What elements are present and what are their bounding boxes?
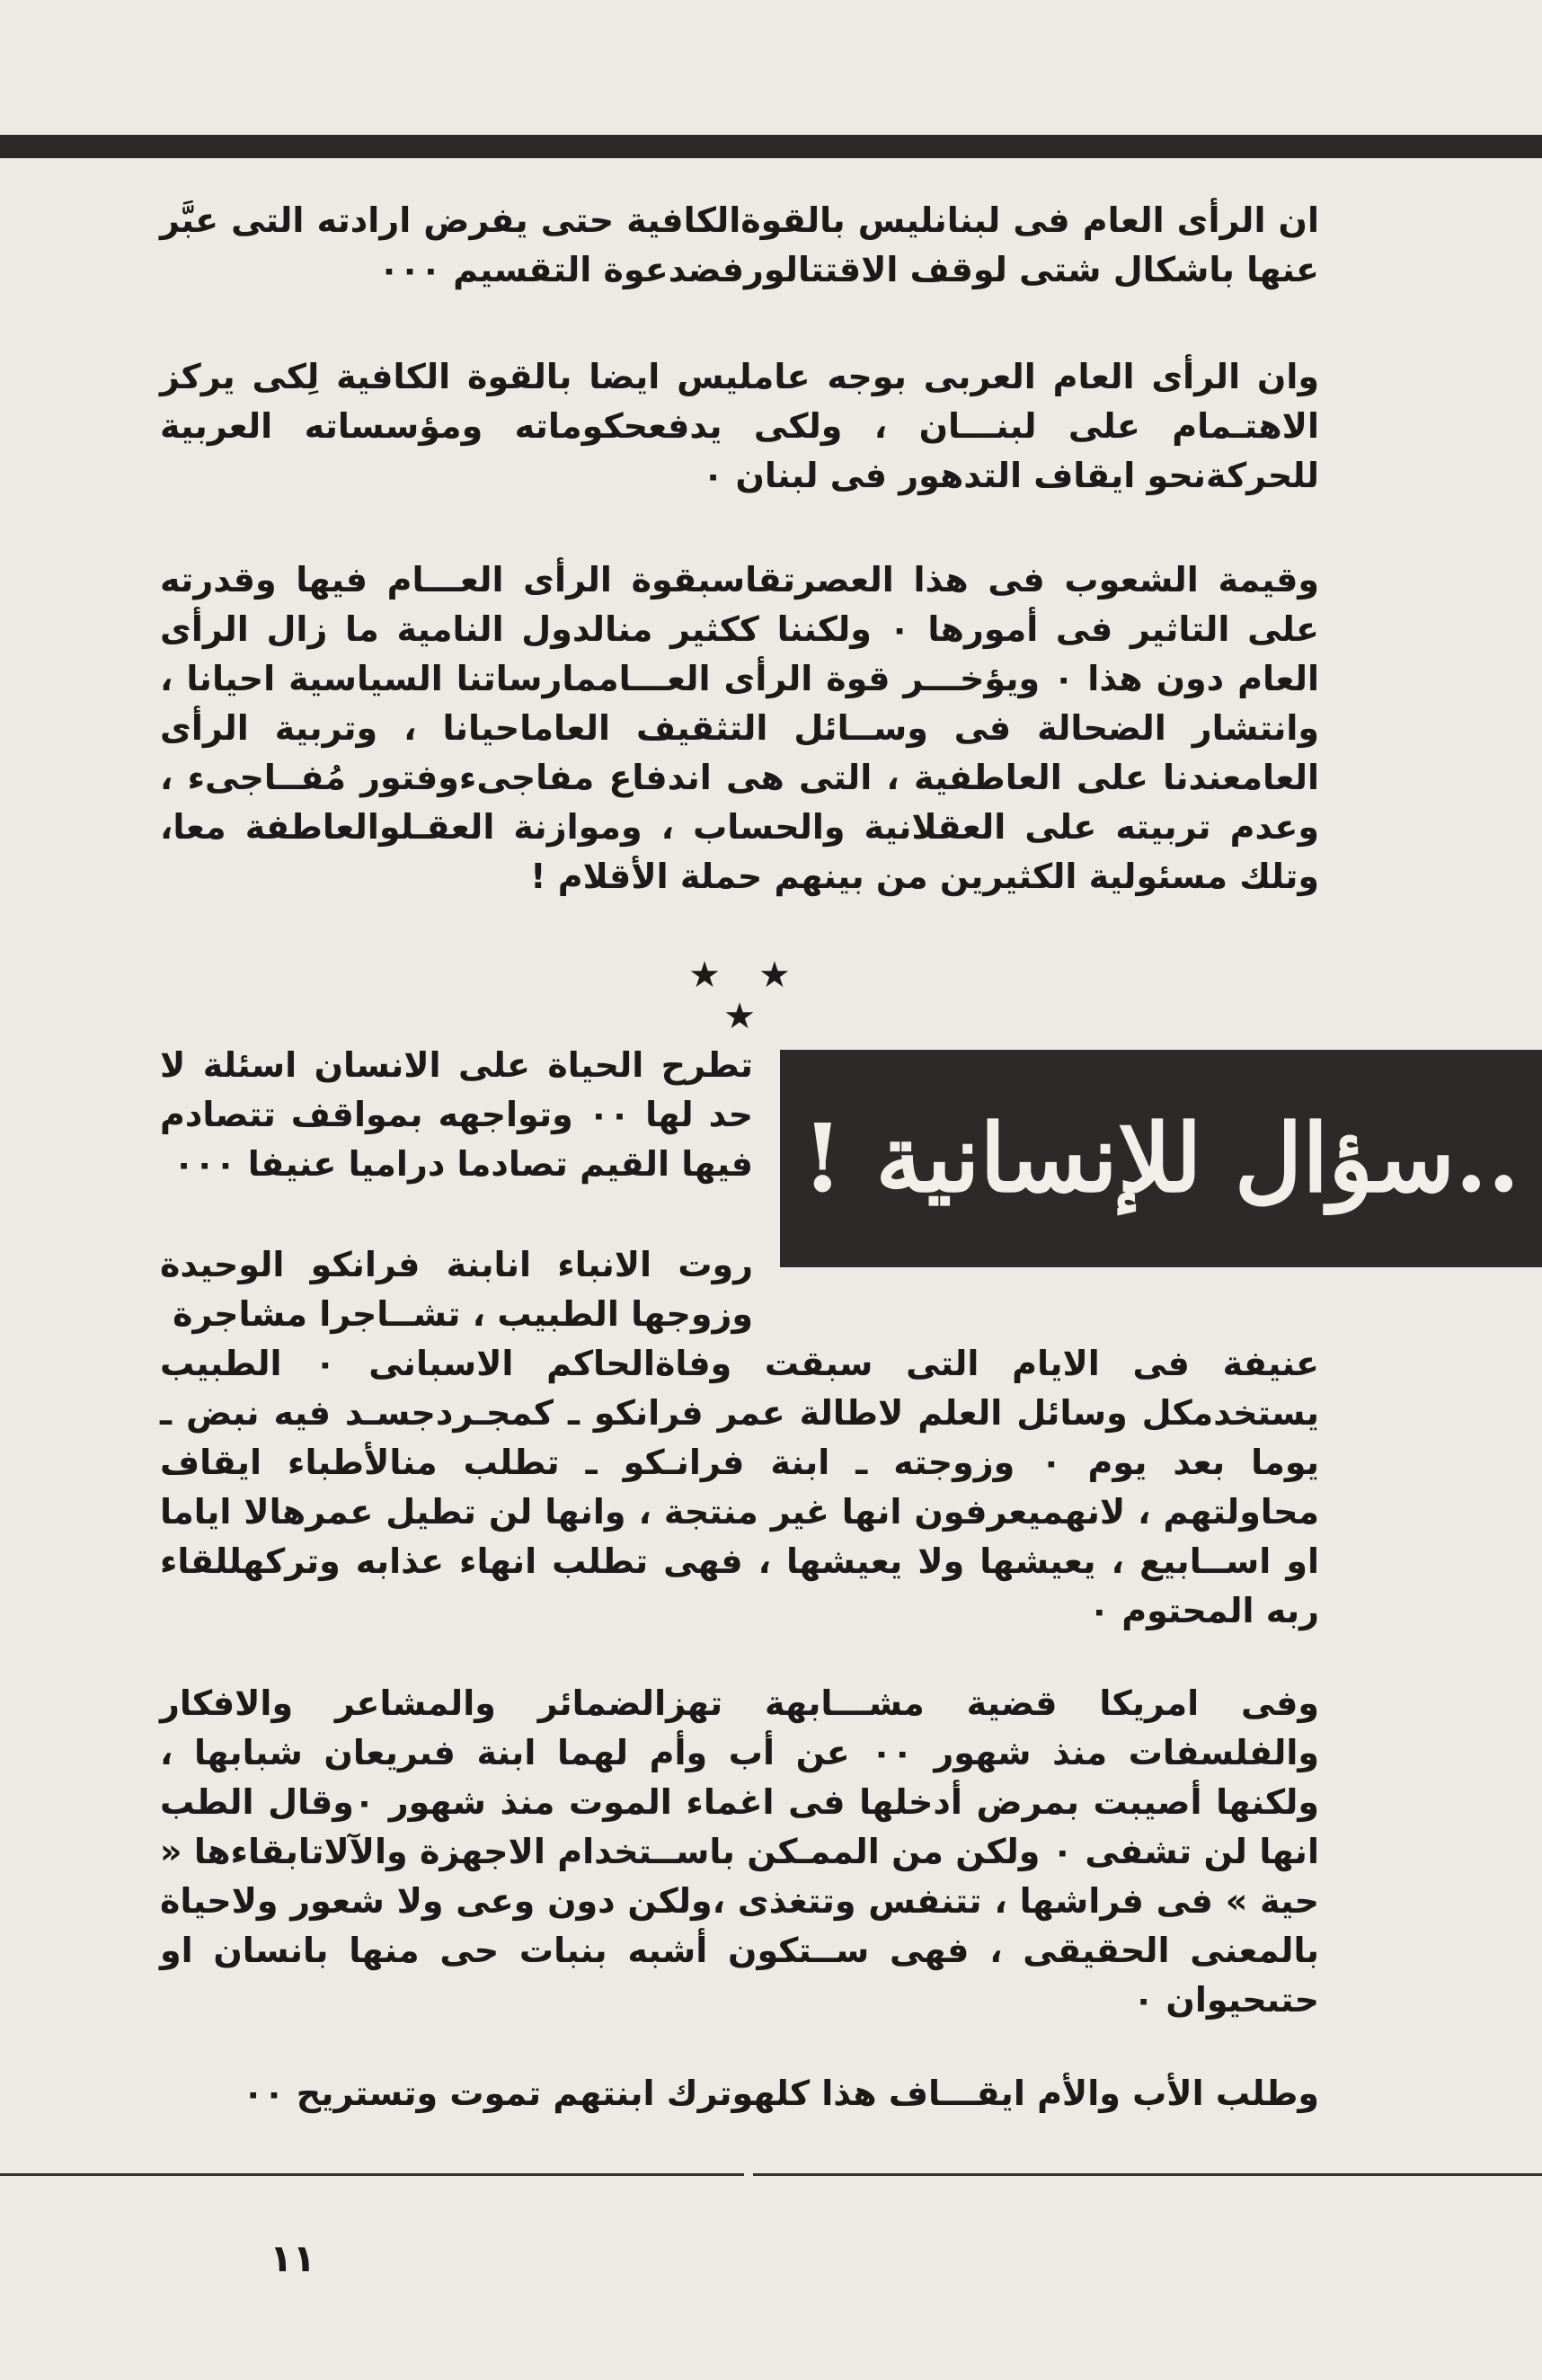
article-heading: ..سؤال للإنسانية ! xyxy=(802,1103,1520,1213)
paragraph-5: عنيفة فى الايام التى سبقت وفاةالحاكم الاسبانى ٠ الطبيب يستخدمكل وسائل العلم لاطالة عمر فرانكو ـ كمجـردجسـد فيه نبض ـ يوما بعد يوم ٠ وزوجته ـ ابنة فرانـكو ـ تطلب منالأطباء ايقاف محاولتهم ، لانهميعرفون انها غير منتجة ، وانها لن تطيل عمرهالا اياما او اســابيع ، يعيشها ولا يعيشها ، فهى تطلب انهاء عذابه وتركهللقاء ربه المحتوم ٠ xyxy=(160,1344,1319,1630)
paragraph-5-lead: روت الانباء انابنة فرانكو الوحيدة وزوجها الطبيب ، تشــاجرا مشاجرة xyxy=(160,1245,753,1334)
heading-box xyxy=(780,1050,1542,1267)
section-separator: ★ ★ ★ xyxy=(688,955,803,1037)
paragraph-4: تطرح الحياة على الانسان اسئلة لا حد لها ٠٠ وتواجهه بمواقف تتصادم فيها القيم تصادما دراميا عنيفا ٠٠٠ xyxy=(160,1045,753,1184)
bottom-rule-right xyxy=(753,2173,1542,2176)
page-number: ١١ xyxy=(270,2236,316,2280)
paragraph-3: وقيمة الشعوب فى هذا العصرتقاسبقوة الرأى العـــام فيها وقدرته على التاثير فى أمورها ٠ ولكننا ككثير منالدول النامية ما زال الرأى العام دون هذا ٠ ويؤخـــر قوة الرأى العـــاممارساتنا السياسية احيانا ، وانتشار الضحالة فى وســائل التثقيف العاماحيانا ، وتربية الرأى العامعندنا على العاطفية ، التى هى اندفاع مفاجىءوفتور مُفــاجىء ، وعدم تربيته على العقلانية والحساب ، وموازنة العقـلوالعاطفة معا، وتلك مسئولية الكثيرين من بينهم حملة الأقلام ! xyxy=(160,560,1319,896)
paragraph-6: وفى امريكا قضية مشـــابهة تهزالضمائر والمشاعر والافكار والفلسفات منذ شهور ٠٠ عن أب وأم لهما ابنة فىريعان شبابها ، ولكنها أصيبت بمرض أدخلها فى اغماء الموت منذ شهور ٠وقال الطب انها لن تشفى ٠ ولكن من الممـكن باســتخدام الاجهزة والآلاتابقاءها « حية » فى فراشها ، تتنفس وتتغذى ،ولكن دون وعى ولا شعور ولاحياة بالمعنى الحقيقى ، فهى ســتكون أشبه بنبات حى منها بانسان او حتىحيوان ٠ xyxy=(160,1683,1319,2020)
paragraph-1: ان الرأى العام فى لبنانليس بالقوةالكافية حتى يفرض ارادته التى عبَّر عنها باشكال شتى لوقف الاقتتالورفضدعوة التقسيم ٠٠٠ xyxy=(160,200,1319,289)
paragraph-7: وطلب الأب والأم ايقـــاف هذا كلهوترك ابنتهم تموت وتستريح ٠٠ xyxy=(243,2074,1319,2113)
top-rule xyxy=(0,135,1542,158)
paragraph-2: وان الرأى العام العربى بوجه عامليس ايضا بالقوة الكافية لِكى يركز الاهتـمام على لبنـــان ، ولكى يدفعحكوماته ومؤسساته العربية للحركةنحو ايقاف التدهور فى لبنان ٠ xyxy=(160,357,1319,495)
bottom-rule-left xyxy=(0,2173,744,2176)
